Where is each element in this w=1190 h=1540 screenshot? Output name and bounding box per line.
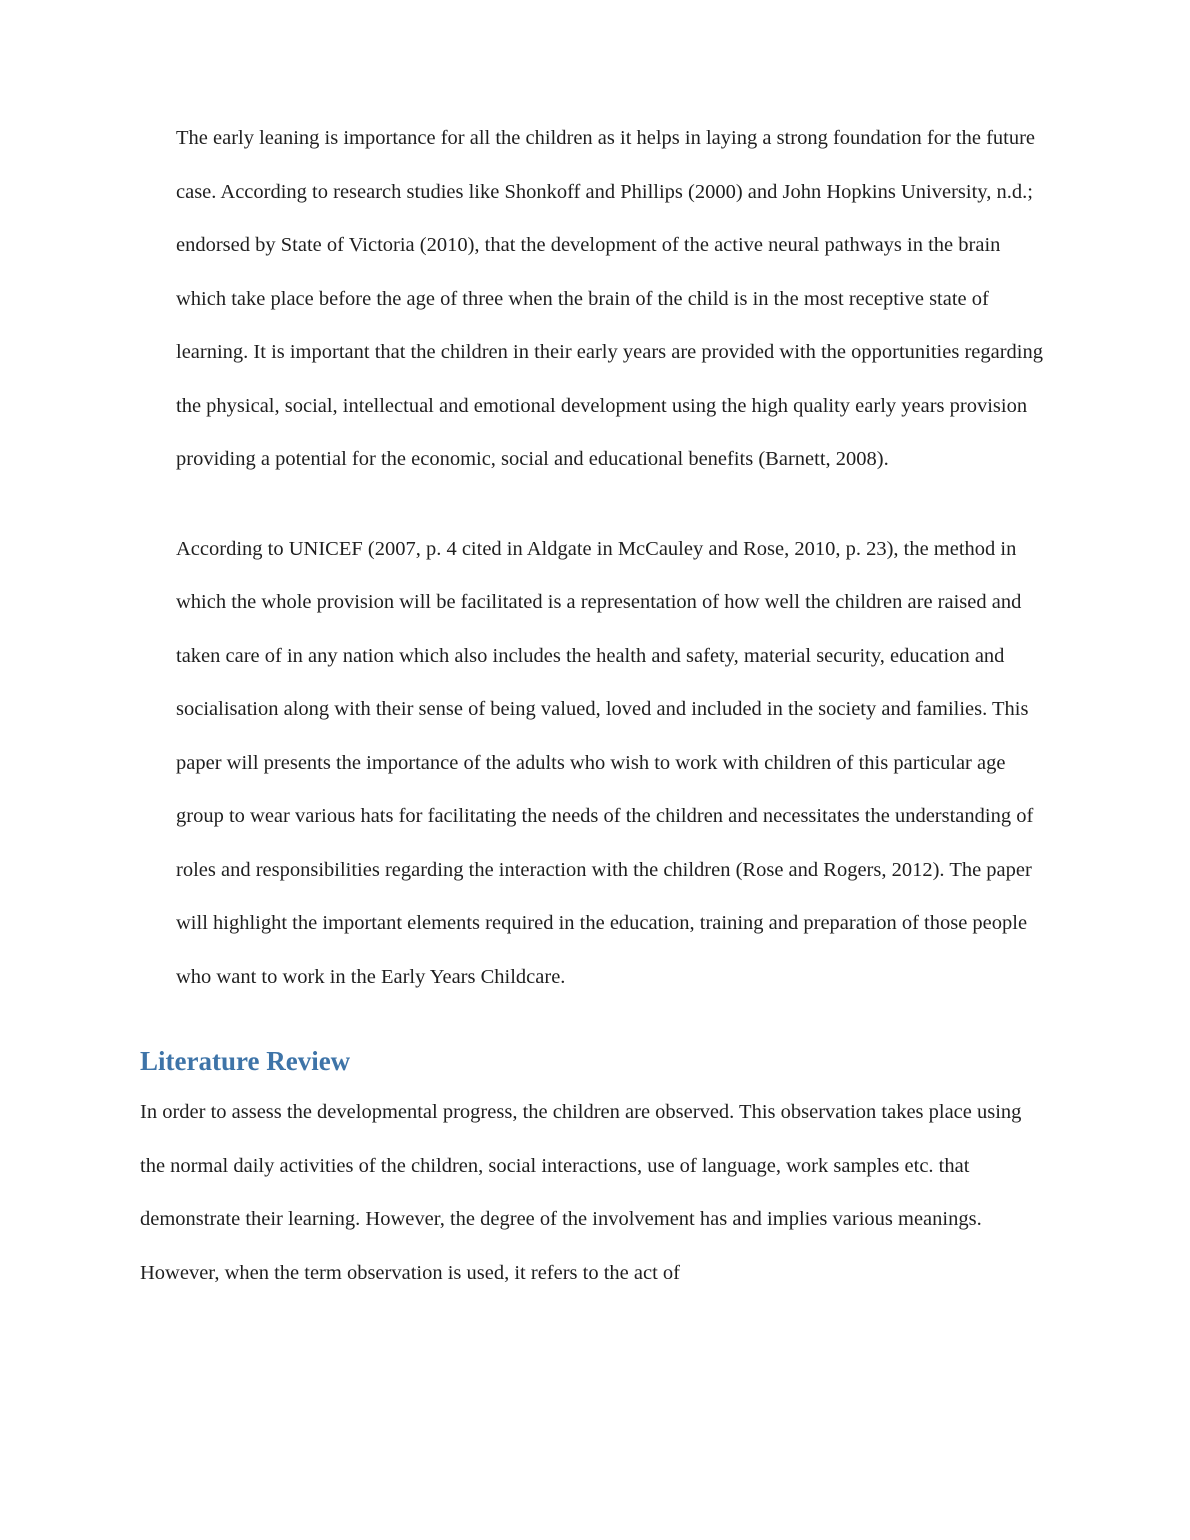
paragraph-introduction-1: The early leaning is importance for all the children as it helps in laying a strong foundation for the future case. According to research studies like Shonkoff and Phillips (2000) and John Hopkins University, n.d.; endorsed by State of Victoria (2010), that the development of the active neural pathways in the brain which take place before the age of three when the brain of the child is in the most receptive state of learning. It is important that the children in their early years are provided with the opportunities regarding the physical, social, intellectual and emotional development using the high quality early years provision providing a potential for the economic, social and educational benefits (Barnett, 2008). — [176, 127, 1043, 470]
section-heading-literature-review: Literature Review — [140, 1046, 351, 1076]
paragraph-literature-review: In order to assess the developmental progress, the children are observed. This observation takes place using the normal daily activities of the children, social interactions, use of language, work samples etc. that demonstrate their learning. However, the degree of the involvement has and implies various meanings. However, when the term observation is used, it refers to the act of — [140, 1101, 1022, 1284]
paragraph-introduction-2: According to UNICEF (2007, p. 4 cited in Aldgate in McCauley and Rose, 2010, p. 23), the method in which the whole provision will be facilitated is a representation of how well the children are raised and taken care of in any nation which also includes the health and safety, material security, education and socialisation along with their sense of being valued, loved and included in the society and families. This paper will presents the importance of the adults who wish to work with children of this particular age group to wear various hats for facilitating the needs of the children and necessitates the understanding of roles and responsibilities regarding the interaction with the children (Rose and Rogers, 2012). The paper will highlight the important elements required in the education, training and preparation of those people who want to work in the Early Years Childcare. — [176, 537, 1034, 988]
